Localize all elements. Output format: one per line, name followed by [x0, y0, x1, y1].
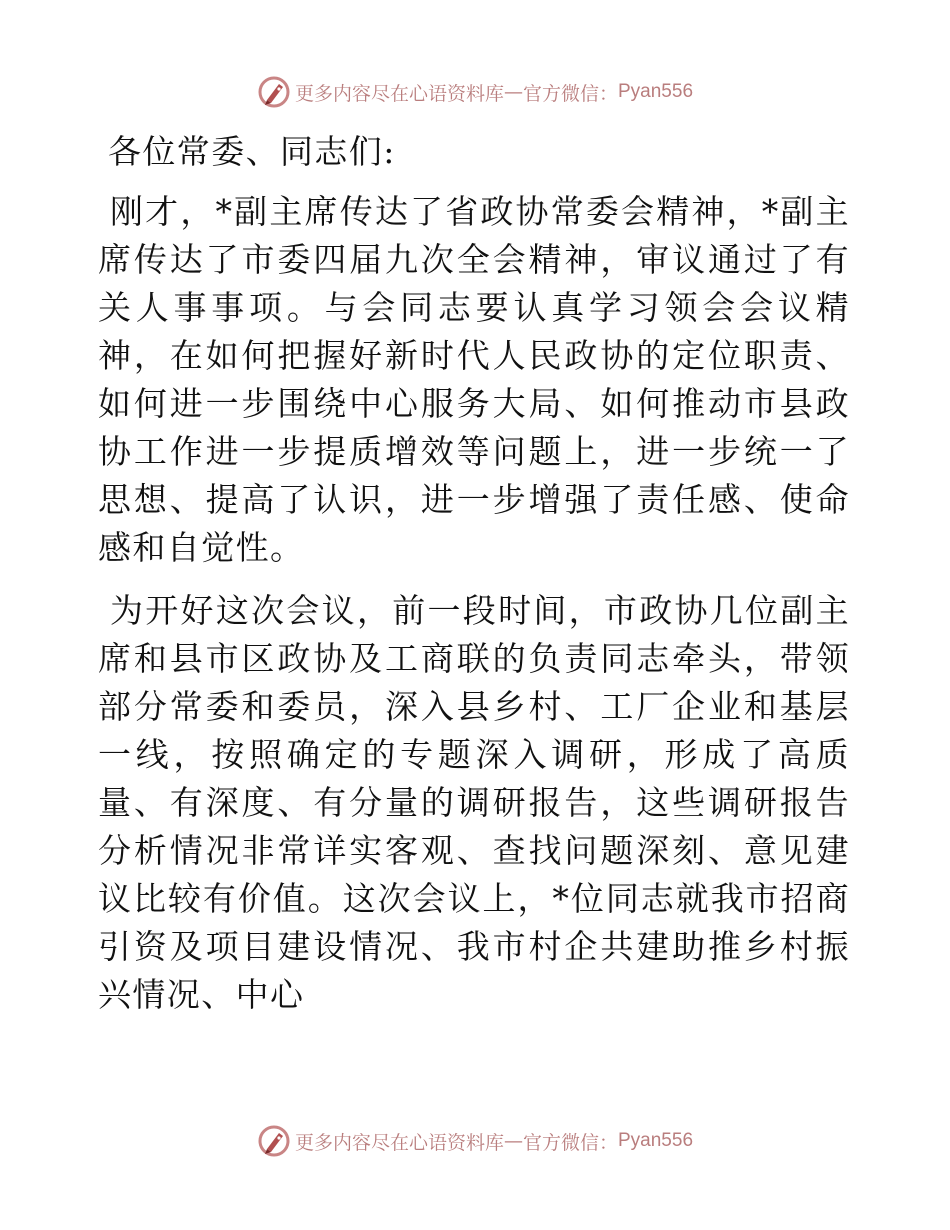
fountain-pen-seal-icon: [257, 1124, 291, 1158]
watermark-dash: —: [503, 1130, 523, 1152]
header-watermark: [0, 72, 950, 112]
watermark-wechat-id: Pyan556: [618, 81, 694, 102]
footer-watermark: [0, 1121, 950, 1161]
watermark-main-text: 更多内容尽在心语资料库: [294, 1131, 504, 1154]
watermark-wechat-label: 官方微信：: [522, 82, 618, 105]
fountain-pen-seal-icon: [257, 75, 291, 109]
paragraph-1: 刚才，*副主席传达了省政协常委会精神，*副主席传达了市委四届九次全会精神，审议通过了有关人事事项。与会同志要认真学习领会会议精神，在如何把握好新时代人民政协的定位职责、如何进一步围绕中心服务大局、如何推动市县政协工作进一步提质增效等问题上，进一步统一了思想、提高了认识，进一步增强了责任感、使命感和自觉性。: [98, 192, 850, 567]
watermark-main-text: 更多内容尽在心语资料库: [294, 82, 504, 105]
watermark-wechat-id: Pyan556: [618, 1130, 694, 1151]
watermark-dash: —: [503, 81, 523, 103]
watermark-wechat-label: 官方微信：: [522, 1131, 618, 1154]
document-body: [98, 128, 850, 1019]
greeting-line: 各位常委、同志们:: [108, 132, 396, 171]
paragraph-2: 为开好这次会议，前一段时间，市政协几位副主席和县市区政协及工商联的负责同志牵头，带领部分常委和委员，深入县乡村、工厂企业和基层一线，按照确定的专题深入调研，形成了高质量、有深度、有分量的调研报告，这些调研报告分析情况非常详实客观、查找问题深刻、意见建议比较有价值。这次会议上，*位同志就我市招商引资及项目建设情况、我市村企共建助推乡村振兴情况、中心: [98, 591, 850, 1014]
